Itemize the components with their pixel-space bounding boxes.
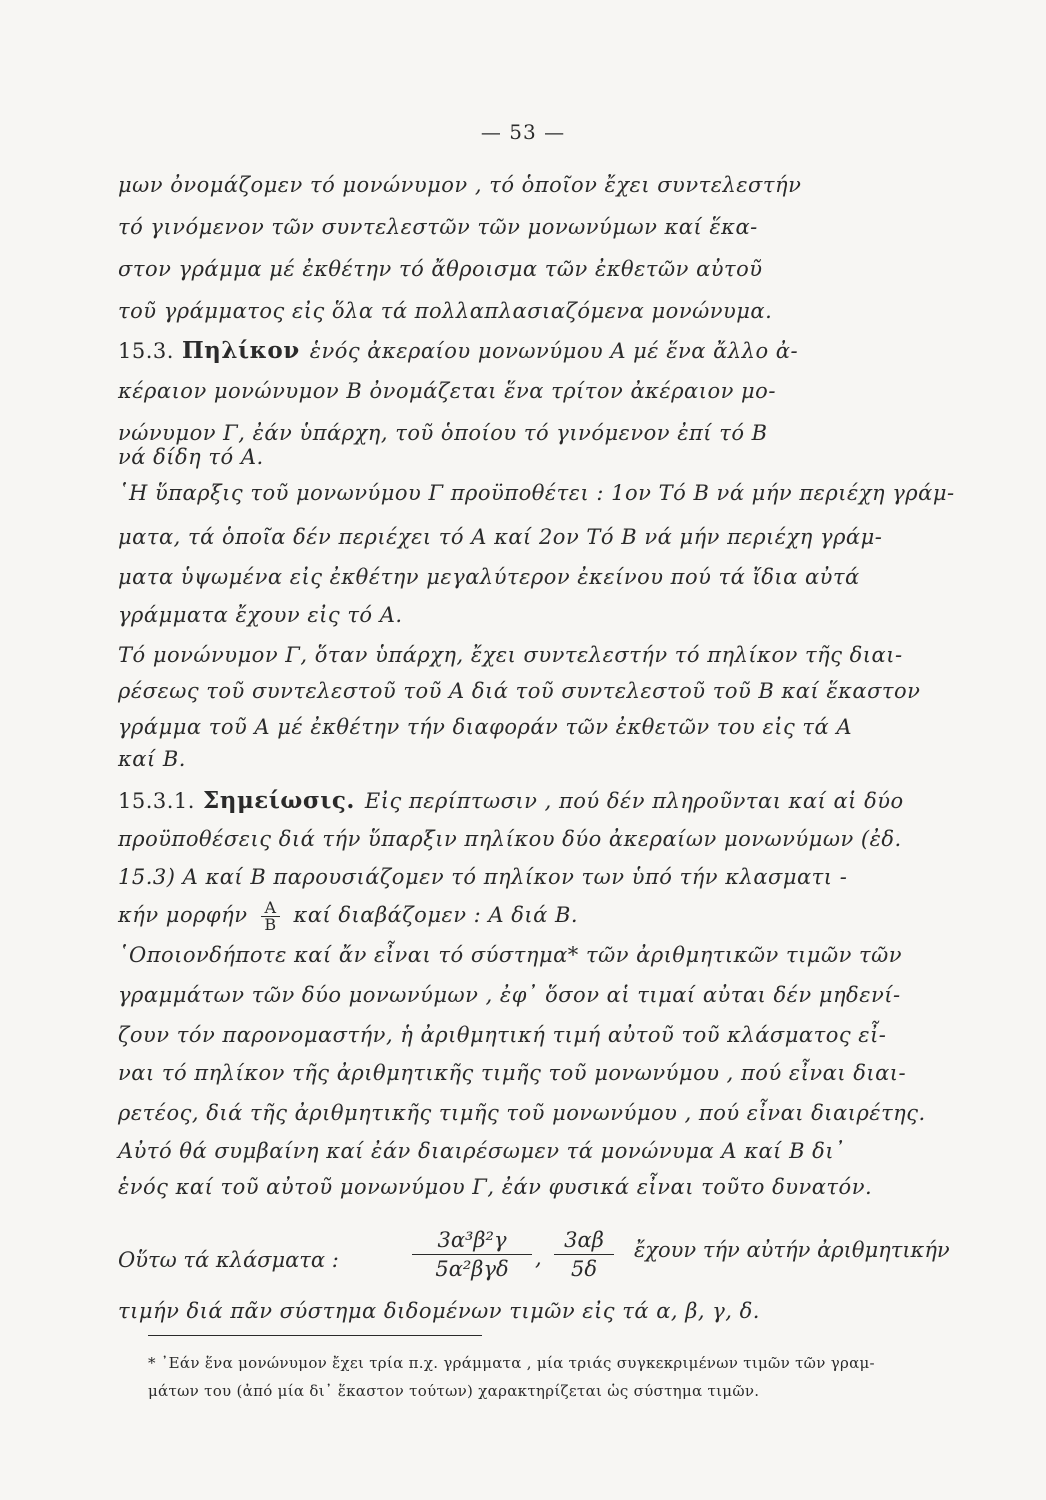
fraction-denominator: Β (264, 915, 277, 934)
section-number: 15.3.1. (118, 789, 195, 813)
footnote-line: μάτων του (ἀπό μία δι᾽ ἕκαστον τούτων) χαρακτηρίζεται ὡς σύστημα τιμῶν. (148, 1382, 760, 1400)
text-line: ματα, τά ὁποῖα δέν περιέχει τό Α καί 2ον Τό Β νά μήν περιέχη γράμ- (118, 525, 883, 549)
text-line: ματα ὑψωμένα εἰς ἐκθέτην μεγαλύτερον ἐκείνου πού τά ἴδια αὐτά (118, 565, 860, 589)
text-fragment: κήν μορφήν (118, 903, 248, 927)
text-line: κέραιον μονώνυμον Β ὀνομάζεται ἕνα τρίτον ἀκέραιον μο- (118, 379, 776, 403)
text-line: γράμμα τοῦ Α μέ ἐκθέτην τήν διαφοράν τῶν ἐκθετῶν του εἰς τά Α (118, 715, 853, 739)
example-prefix: Οὕτω τά κλάσματα : (118, 1248, 339, 1272)
inline-fraction (261, 900, 279, 933)
footnote-divider (148, 1335, 482, 1336)
footnote-line: * ᾿Εάν ἕνα μονώνυμον ἔχει τρία π.χ. γράμματα , μία τριάς συγκεκριμένων τιμῶν τῶν γραμ- (148, 1354, 875, 1372)
text-line: τοῦ γράμματος εἰς ὅλα τά πολλαπλασιαζόμενα μονώνυμα. (118, 299, 773, 323)
fraction-denominator: 5δ (570, 1257, 597, 1281)
text-line: Τό μονώνυμον Γ, ὅταν ὑπάρχη, ἔχει συντελεστήν τό πηλίκον τῆς διαι- (118, 643, 903, 667)
example-suffix: ἔχουν τήν αὐτήν ἀριθμητικήν (634, 1238, 950, 1262)
fraction-numerator: Α (261, 900, 279, 917)
section-number: 15.3. (118, 339, 174, 363)
page-number: — 53 — (480, 120, 566, 144)
text-line: τιμήν διά πᾶν σύστημα διδομένων τιμῶν εἰς τά α, β, γ, δ. (118, 1299, 760, 1323)
text-line: προϋποθέσεις διά τήν ὕπαρξιν πηλίκου δύο ἀκεραίων μονωνύμων (ἐδ. (118, 827, 902, 851)
text-line: ναι τό πηλίκον τῆς ἀριθμητικῆς τιμῆς τοῦ μονωνύμου , πού εἶναι διαι- (118, 1061, 907, 1085)
text-line: ἑνός καί τοῦ αὐτοῦ μονωνύμου Γ, ἐάν φυσικά εἶναι τοῦτο δυνατόν. (118, 1175, 873, 1199)
fraction-example-row (118, 1228, 958, 1292)
fraction-1 (412, 1228, 532, 1281)
text-line: ῾Οποιονδήποτε καί ἄν εἶναι τό σύστημα* τῶν ἀριθμητικῶν τιμῶν τῶν (118, 943, 903, 967)
section-heading: Σημείωσις. (202, 787, 355, 814)
fraction-numerator: 3α³β²γ (412, 1228, 532, 1255)
text-line: ρετέος, διά τῆς ἀριθμητικῆς τιμῆς τοῦ μονωνύμου , πού εἶναι διαιρέτης. (118, 1101, 926, 1125)
text-line: ζουν τόν παρονομαστήν, ἡ ἀριθμητική τιμή αὐτοῦ τοῦ κλάσματος εἶ- (118, 1023, 887, 1047)
text-line: στον γράμμα μέ ἐκθέτην τό ἄθροισμα τῶν ἐκθετῶν αὐτοῦ (118, 257, 763, 281)
section-15-3-1-heading-line (118, 786, 948, 816)
text-line: γράμματα ἔχουν εἰς τό Α. (118, 603, 403, 627)
text-line: Αὐτό θά συμβαίνη καί ἐάν διαιρέσωμεν τά μονώνυμα Α καί Β δι᾽ (118, 1139, 846, 1163)
fraction-denominator: 5α²βγδ (435, 1257, 509, 1281)
text-fragment: Εἰς περίπτωσιν , πού δέν πληροῦνται καί αἱ δύο (364, 789, 904, 813)
text-line: γραμμάτων τῶν δύο μονωνύμων , ἐφ᾽ ὅσον αἱ τιμαί αὐται δέν μηδενί- (118, 983, 901, 1007)
text-line: ρέσεως τοῦ συντελεστοῦ τοῦ Α διά τοῦ συντελεστοῦ τοῦ Β καί ἕκαστον (118, 679, 921, 703)
text-line: 15.3) Α καί Β παρουσιάζομεν τό πηλίκον των ὑπό τήν κλασματι - (118, 865, 848, 889)
text-line: μων ὀνομάζομεν τό μονώνυμον , τό ὁποῖον ἔχει συντελεστήν (118, 173, 802, 197)
section-heading: Πηλίκον (181, 337, 300, 364)
fraction-2 (554, 1228, 614, 1281)
text-line: ῾Η ὕπαρξις τοῦ μονωνύμου Γ προϋποθέτει : 1ον Τό Β νά μήν περιέχη γράμ- (118, 481, 955, 505)
text-line: νά δίδη τό Α. (118, 445, 264, 469)
fraction-numerator: 3αβ (554, 1228, 614, 1255)
text-fragment: ἑνός ἀκεραίου μονωνύμου Α μέ ἕνα ἄλλο ἀ- (309, 339, 799, 363)
section-15-3-heading-line (118, 336, 948, 366)
text-line: νώνυμον Γ, ἐάν ὑπάρχη, τοῦ ὁποίου τό γινόμενον ἐπί τό Β (118, 421, 768, 445)
separator: , (535, 1246, 542, 1270)
fraction-form-line (118, 900, 948, 933)
text-fragment: καί διαβάζομεν : Α διά Β. (293, 903, 579, 927)
text-line: καί Β. (118, 747, 186, 771)
text-line: τό γινόμενον τῶν συντελεστῶν τῶν μονωνύμων καί ἕκα- (118, 215, 758, 239)
